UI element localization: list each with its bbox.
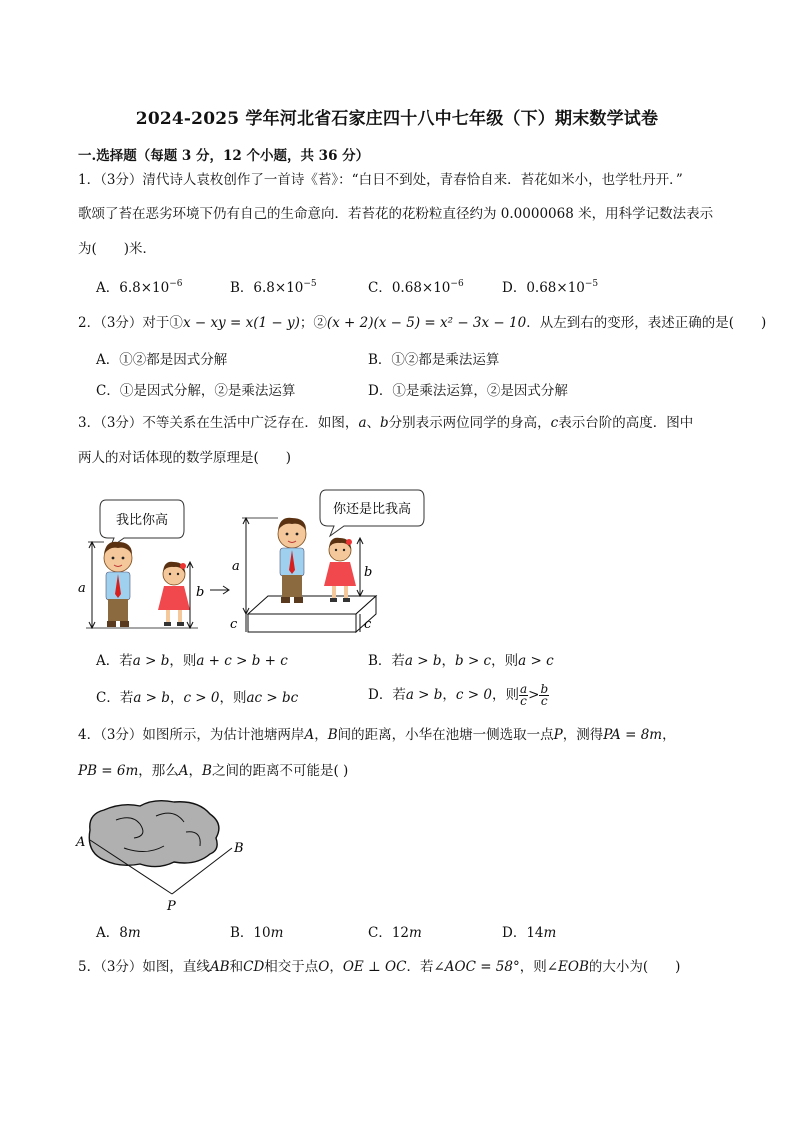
q1-line3: 为( )米． [78,241,157,257]
bubble-right-text: 你还是比我高 [332,502,412,517]
label-b-right: b [364,565,373,580]
q2-stem: 2．（3分）对于①x − xy = x(1 − y)；②(x + 2)(x − 5) = x² − 3x − 10．从左到右的变形，表述正确的是( ) [78,315,767,331]
fraction-b-over-c: $\frac{b}{c}$ [540,682,549,708]
q3-option-b: B．若a > b，b > c，则a > c [368,653,554,669]
q3-option-c: C．若a > b，c > 0，则ac > bc [96,690,299,706]
girl-left [158,562,190,626]
boy-right [278,518,306,603]
label-point-P: P [167,899,176,914]
q3-line1: 3．（3分）不等关系在生活中广泛存在．如图，a、b分别表示两位同学的身高，c表示台阶的高度．图中 [78,415,694,431]
fraction-a-over-c: $\frac{a}{c}$ [519,682,528,708]
q1-option-b: B．$6.8\times 10^{-5}$ [230,279,317,296]
q1-line1: 1．（3分）清代诗人袁枚创作了一首诗《苔》：“白日不到处，青春恰自来．苔花如米小，也学牡丹开．” [78,172,683,188]
pond-shape [89,801,219,867]
q3-option-d: D．若a > b，c > 0，则 $\frac{a}{c}$ > $\frac{b}{c}$ [368,682,549,708]
label-c-right: c [364,617,372,632]
q4-option-b: B．10m [230,925,284,941]
q3-line2: 两人的对话体现的数学原理是( ) [78,450,292,466]
q5-stem: 5．（3分）如图，直线AB和CD相交于点O，OE ⊥ OC．若∠AOC = 58°，则∠EOB的大小为( ) [78,959,681,975]
q4-line2: PB = 6m，那么A，B之间的距离不可能是( ) [78,763,349,779]
q2-option-a: A．①②都是因式分解 [96,352,228,368]
label-b-left: b [196,585,205,600]
label-a-right: a [232,559,240,574]
q3-option-a: A．若a > b，则a + c > b + c [96,653,288,669]
speech-bubble-right [320,490,424,536]
section-heading: 一.选择题（每题 3 分，12 个小题，共 36 分） [78,148,370,164]
q4-option-d: D．14m [502,925,557,941]
q3-figure [70,486,412,638]
q4-option-a: A．8m [96,925,141,941]
q2-option-c: C．①是因式分解，②是乘法运算 [96,383,296,399]
girl-right [324,538,356,602]
label-a-left: a [78,581,86,596]
q4-pond-figure [74,794,254,914]
q2-option-b: B．①②都是乘法运算 [368,352,500,368]
label-point-B: B [234,841,244,856]
bubble-left-text: 我比你高 [115,513,169,528]
label-point-A: A [76,835,86,850]
q1-option-c: C．$0.68\times 10^{-6}$ [368,279,464,296]
label-c-left: c [230,617,238,632]
exam-title: 2024-2025 学年河北省石家庄四十八中七年级（下）期末数学试卷 [135,109,659,129]
q1-option-d: D．$0.68\times 10^{-5}$ [502,279,599,296]
q4-line1: 4．（3分）如图所示，为估计池塘两岸A，B间的距离，小华在池塘一侧选取一点P，测得PA = 8m， [78,727,676,743]
q2-option-d: D．①是乘法运算，②是因式分解 [368,383,568,399]
q1-option-a: A．$6.8\times 10^{-6}$ [96,279,183,296]
step-platform [248,596,376,632]
speech-bubble-left [100,500,184,548]
q4-option-c: C．12m [368,925,422,941]
q1-line2: 歌颂了苔在恶劣环境下仍有自己的生命意向．若苔花的花粉粒直径约为 0.0000068 米，用科学记数法表示 [78,206,714,222]
boy-left [104,542,132,627]
